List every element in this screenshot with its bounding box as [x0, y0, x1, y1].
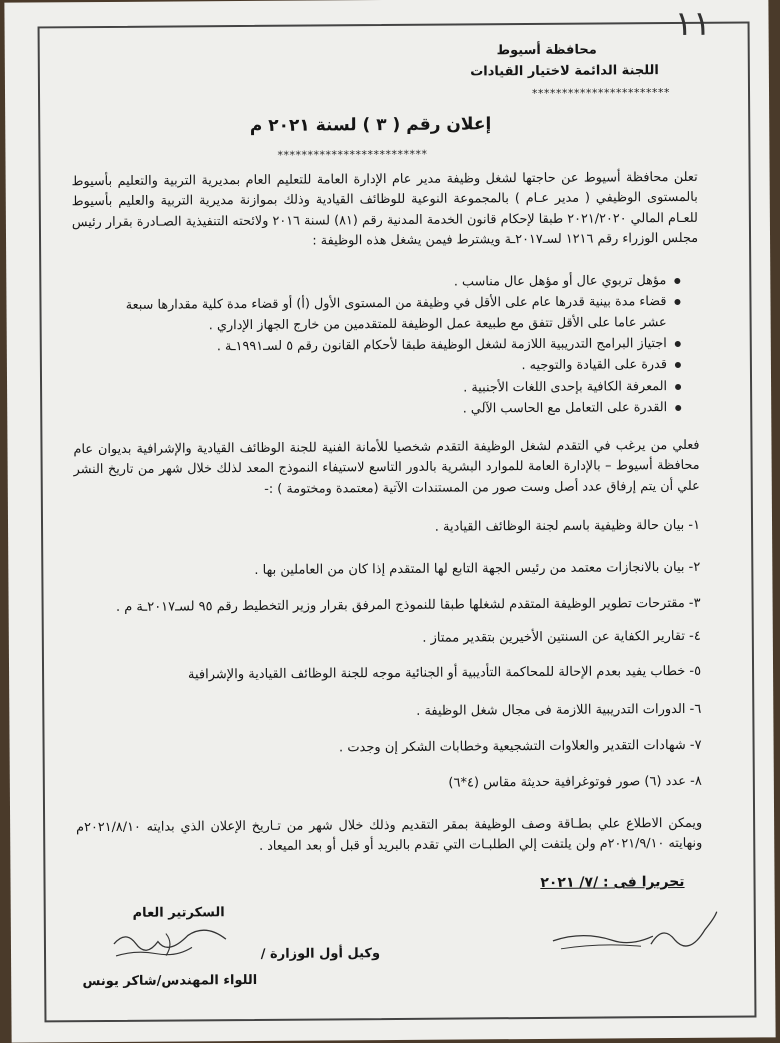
- document-item-5: ٥- خطاب يفيد بعدم الإحالة للمحاكمة التأديبية أو الجنائية موجه للجنة الوظائف القيادية والإشرافية: [187, 663, 702, 683]
- header-stars: ***********************: [531, 86, 671, 100]
- requirement-item: مؤهل تربوي عال أو مؤهل عال مناسب .: [120, 270, 680, 295]
- document-item-6: ٦- الدورات التدريبية اللازمة فى مجال شغل الوظيفة .: [416, 701, 702, 719]
- requirement-item: قدرة على القيادة والتوجيه .: [121, 354, 681, 379]
- secretary-name: اللواء المهندس/شاكر يونس: [82, 972, 258, 990]
- governorate-name: محافظة أسيوط: [496, 42, 597, 59]
- document-item-3: ٣- مقترحات تطوير الوظيفة المتقدم لشغلها طبقا للنموذج المرفق بقرار وزير التخطيط رقم ٩٥ لسـ٢٠١٧ـة م .: [115, 595, 701, 615]
- title-stars: *************************: [277, 147, 428, 162]
- document-item-7: ٧- شهادات التقدير والعلاوات التشجيعية وخطابات الشكر إن وجدت .: [338, 737, 702, 756]
- requirement-item: اجتياز البرامج التدريبية اللازمة لشغل الوظيفة طبقا لأحكام القانون رقم ٥ لسـ١٩٩١ـة .: [121, 333, 681, 358]
- committee-name: اللجنة الدائمة لاختيار القيادات: [470, 63, 659, 80]
- secretary-signature: [106, 913, 256, 974]
- announcement-title: إعلان رقم ( ٣ ) لسنة ٢٠٢١ م: [249, 114, 492, 136]
- closing-paragraph: ويمكن الاطلاع علي بطـاقة وصف الوظيفة بمقر التقديم وذلك خلال شهر من تـاريخ الإعلان الذي بدايته ٢٠٢١/٨/١٠م ونهايته ٢٠٢١/٩/١٠م ولن يلتفت إلي الطلبـات التي تقدم بالبريد أو قبل أو بعد الميعاد .: [76, 815, 703, 855]
- requirement-item: القدرة على التعامل مع الحاسب الآلي .: [121, 397, 681, 422]
- handwritten-corner-mark: ١١: [674, 3, 712, 45]
- document-item-8: ٨- عدد (٦) صور فوتوغرافية حديثة مقاس (٤*٦): [448, 773, 702, 791]
- requirement-item: قضاء مدة بينية قدرها عام على الأقل في وظيفة من المستوى الأول (أ) أو قضاء مدة كلية مقدارها سبعة عشر عاما على الأقل تتفق مع طبيعة عمل الوظيفة للمتقدمين من خارج الجهاز الإداري .: [120, 291, 680, 337]
- application-paragraph: فعلي من يرغب في التقدم لشغل الوظيفة التقدم شخصيا للأمانة الفنية للجنة الوظائف القيادية والإشرافية بديوان عام محافظة أسيوط – بالإدارة العامة للموارد البشرية بالدور التاسع لاستيفاء النموذج المعد لذلك خلال شهر من تاريخ النشر علي أن يتم إرفاق عدد أصل وست صور من المستندات الآتية (معتمدة ومختومة ) :-: [73, 437, 700, 497]
- document-page: [4, 0, 775, 1043]
- requirement-item: المعرفة الكافية بإحدى اللغات الأجنبية .: [121, 376, 681, 401]
- secretary-title: السكرتير العام: [132, 905, 225, 921]
- document-item-1: ١- بيان حالة وظيفية باسم لجنة الوظائف القيادية .: [434, 517, 701, 535]
- deputy-signature: [551, 910, 721, 971]
- document-item-2: ٢- بيان بالانجازات معتمد من رئيس الجهة التابع لها المتقدم إذا كان من العاملين بها .: [254, 559, 701, 578]
- edit-date: تحريرا فى : /٧/ ٢٠٢١: [540, 873, 685, 891]
- document-item-4: ٤- تقارير الكفاية عن السنتين الأخيرين بتقدير ممتاز .: [422, 628, 701, 646]
- intro-paragraph: تعلن محافظة أسيوط عن حاجتها لشغل وظيفة مدير عام الإدارة العامة للتعليم العام بمديرية التربية والتعليم بأسيوط بالمستوى الوظيفي ( مدير عـام ) بالمجموعة النوعية للوظائف القيادية وذلك بموازنة مديرية التربية والعليم بأسيوط للعـام المالي ٢٠٢١/٢٠٢٠ طبقا لإحكام قانون الخدمة المدنية رقم (٨١) لسنة ٢٠١٦ ولائحته التنفيذية الصـادرة بقرار رئيس مجلس الوزراء رقم ١٢١٦ لسـ٢٠١٧ـة ويشترط فيمن يشغل هذه الوظيفة :: [71, 169, 699, 249]
- deputy-title: وكيل أول الوزارة /: [260, 946, 381, 962]
- requirements-list: [120, 270, 681, 422]
